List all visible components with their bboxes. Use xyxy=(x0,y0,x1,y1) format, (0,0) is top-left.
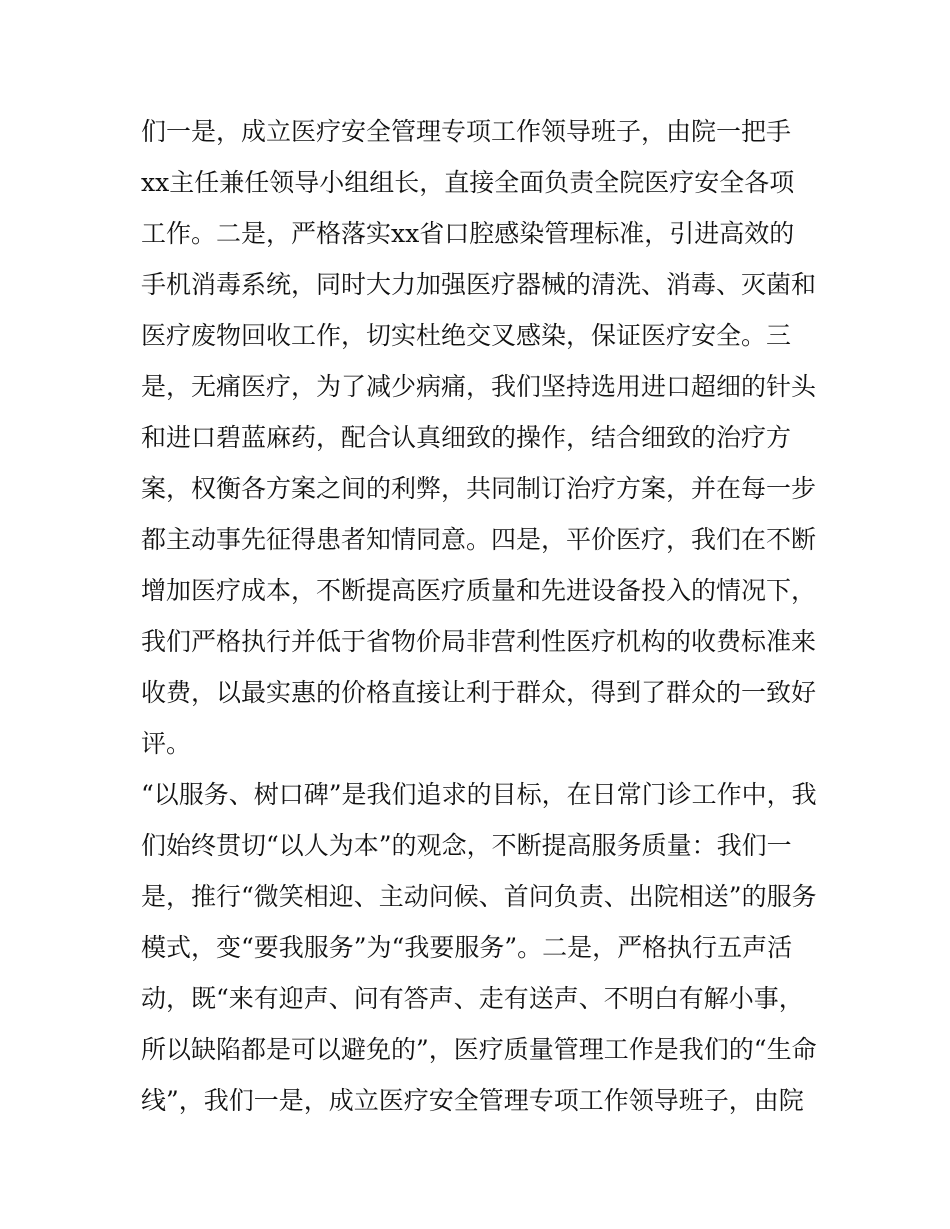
text-line: 工作。二是，严格落实xx省口腔感染管理标准，引进高效的 xyxy=(141,219,795,248)
text-line: 我们严格执行并低于省物价局非营利性医疗机构的收费标准来 xyxy=(141,627,817,656)
text-line: 们始终贯切“以人为本”的观念，不断提高服务质量：我们一 xyxy=(141,831,792,860)
text-line: 手机消毒系统，同时大力加强医疗器械的清洗、消毒、灭菌和 xyxy=(141,270,817,299)
text-line: 们一是，成立医疗安全管理专项工作领导班子，由院一把手 xyxy=(141,117,792,146)
text-line: 动，既“来有迎声、问有答声、走有送声、不明白有解小事， xyxy=(141,984,804,1013)
text-line: 案，权衡各方案之间的利弊，共同制订治疗方案，并在每一步 xyxy=(141,474,817,503)
text-line: 都主动事先征得患者知情同意。四是，平价医疗，我们在不断 xyxy=(141,525,817,554)
text-line: 所以缺陷都是可以避免的”，医疗质量管理工作是我们的“生命 xyxy=(141,1035,817,1064)
text-line: 增加医疗成本，不断提高医疗质量和先进设备投入的情况下， xyxy=(141,576,817,605)
body-text xyxy=(141,106,821,1126)
text-line: 线”，我们一是，成立医疗安全管理专项工作领导班子，由院 xyxy=(141,1086,804,1115)
text-line: 评。 xyxy=(141,729,192,758)
text-line: 模式，变“要我服务”为“我要服务”。二是，严格执行五声活 xyxy=(141,933,793,962)
text-line: xx主任兼任领导小组组长，直接全面负责全院医疗安全各项 xyxy=(141,168,795,197)
text-line: “以服务、树口碑”是我们追求的目标，在日常门诊工作中，我 xyxy=(141,780,817,809)
text-line: 医疗废物回收工作，切实杜绝交叉感染，保证医疗安全。三 xyxy=(141,321,792,350)
text-line: 和进口碧蓝麻药，配合认真细致的操作，结合细致的治疗方 xyxy=(141,423,792,452)
text-line: 是，无痛医疗，为了减少病痛，我们坚持选用进口超细的针头 xyxy=(141,372,817,401)
text-line: 收费，以最实惠的价格直接让利于群众，得到了群众的一致好 xyxy=(141,678,817,707)
text-line: 是，推行“微笑相迎、主动问候、首问负责、出院相送”的服务 xyxy=(141,882,817,911)
